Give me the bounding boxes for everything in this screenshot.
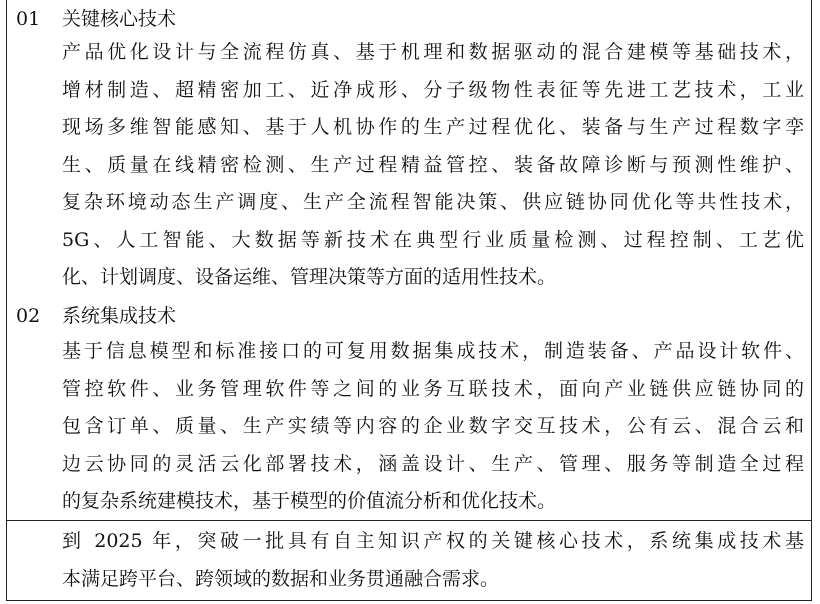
text-line: 包含订单、质量、生产实绩等内容的企业数字交互技术，公有云、混合云和 (62, 415, 804, 437)
text-line: 边云协同的灵活云化部署技术，涵盖设计、生产、管理、服务等制造全过程 (62, 452, 804, 475)
text-line: 生、质量在线精密检测、生产过程精益管控、装备故障诊断与预测性维护、 (62, 153, 804, 176)
section-number: 01 (16, 8, 41, 30)
section-title: 系统集成技术 (62, 305, 177, 327)
text-line: 管控软件、业务管理软件等之间的业务互联技术，面向产业链供应链协同的 (62, 377, 804, 400)
text-line: 本满足跨平台、跨领域的数据和业务贯通融合需求。 (62, 567, 500, 590)
text-line: 产品优化设计与全流程仿真、基于机理和数据驱动的混合建模等基础技术， (62, 41, 804, 63)
section-number: 02 (16, 305, 41, 327)
text-line: 增材制造、超精密加工、近净成形、分子级物性表征等先进工艺技术，工业 (62, 78, 804, 101)
text-line: 化、计划调度、设备运维、管理决策等方面的适用性技术。 (62, 266, 557, 288)
text-line: 现场多维智能感知、基于人机协作的生产过程优化、装备与生产过程数字孪 (62, 116, 804, 138)
text-line: 5G、人工智能、大数据等新技术在典型行业质量检测、过程控制、工艺优 (62, 228, 804, 251)
text-line: 到 2025 年，突破一批具有自主知识产权的关键核心技术，系统集成技术基 (62, 530, 804, 552)
summary-text (62, 523, 804, 598)
text-line: 基于信息模型和标准接口的可复用数据集成技术，制造装备、产品设计软件、 (62, 340, 804, 362)
section-body (62, 333, 804, 521)
section-body (62, 34, 804, 297)
text-line: 复杂环境动态生产调度、生产全流程智能决策、供应链协同优化等共性技术， (62, 191, 804, 213)
section-title: 关键核心技术 (62, 8, 177, 30)
text-line: 的复杂系统建模技术，基于模型的价值流分析和优化技术。 (62, 490, 557, 512)
